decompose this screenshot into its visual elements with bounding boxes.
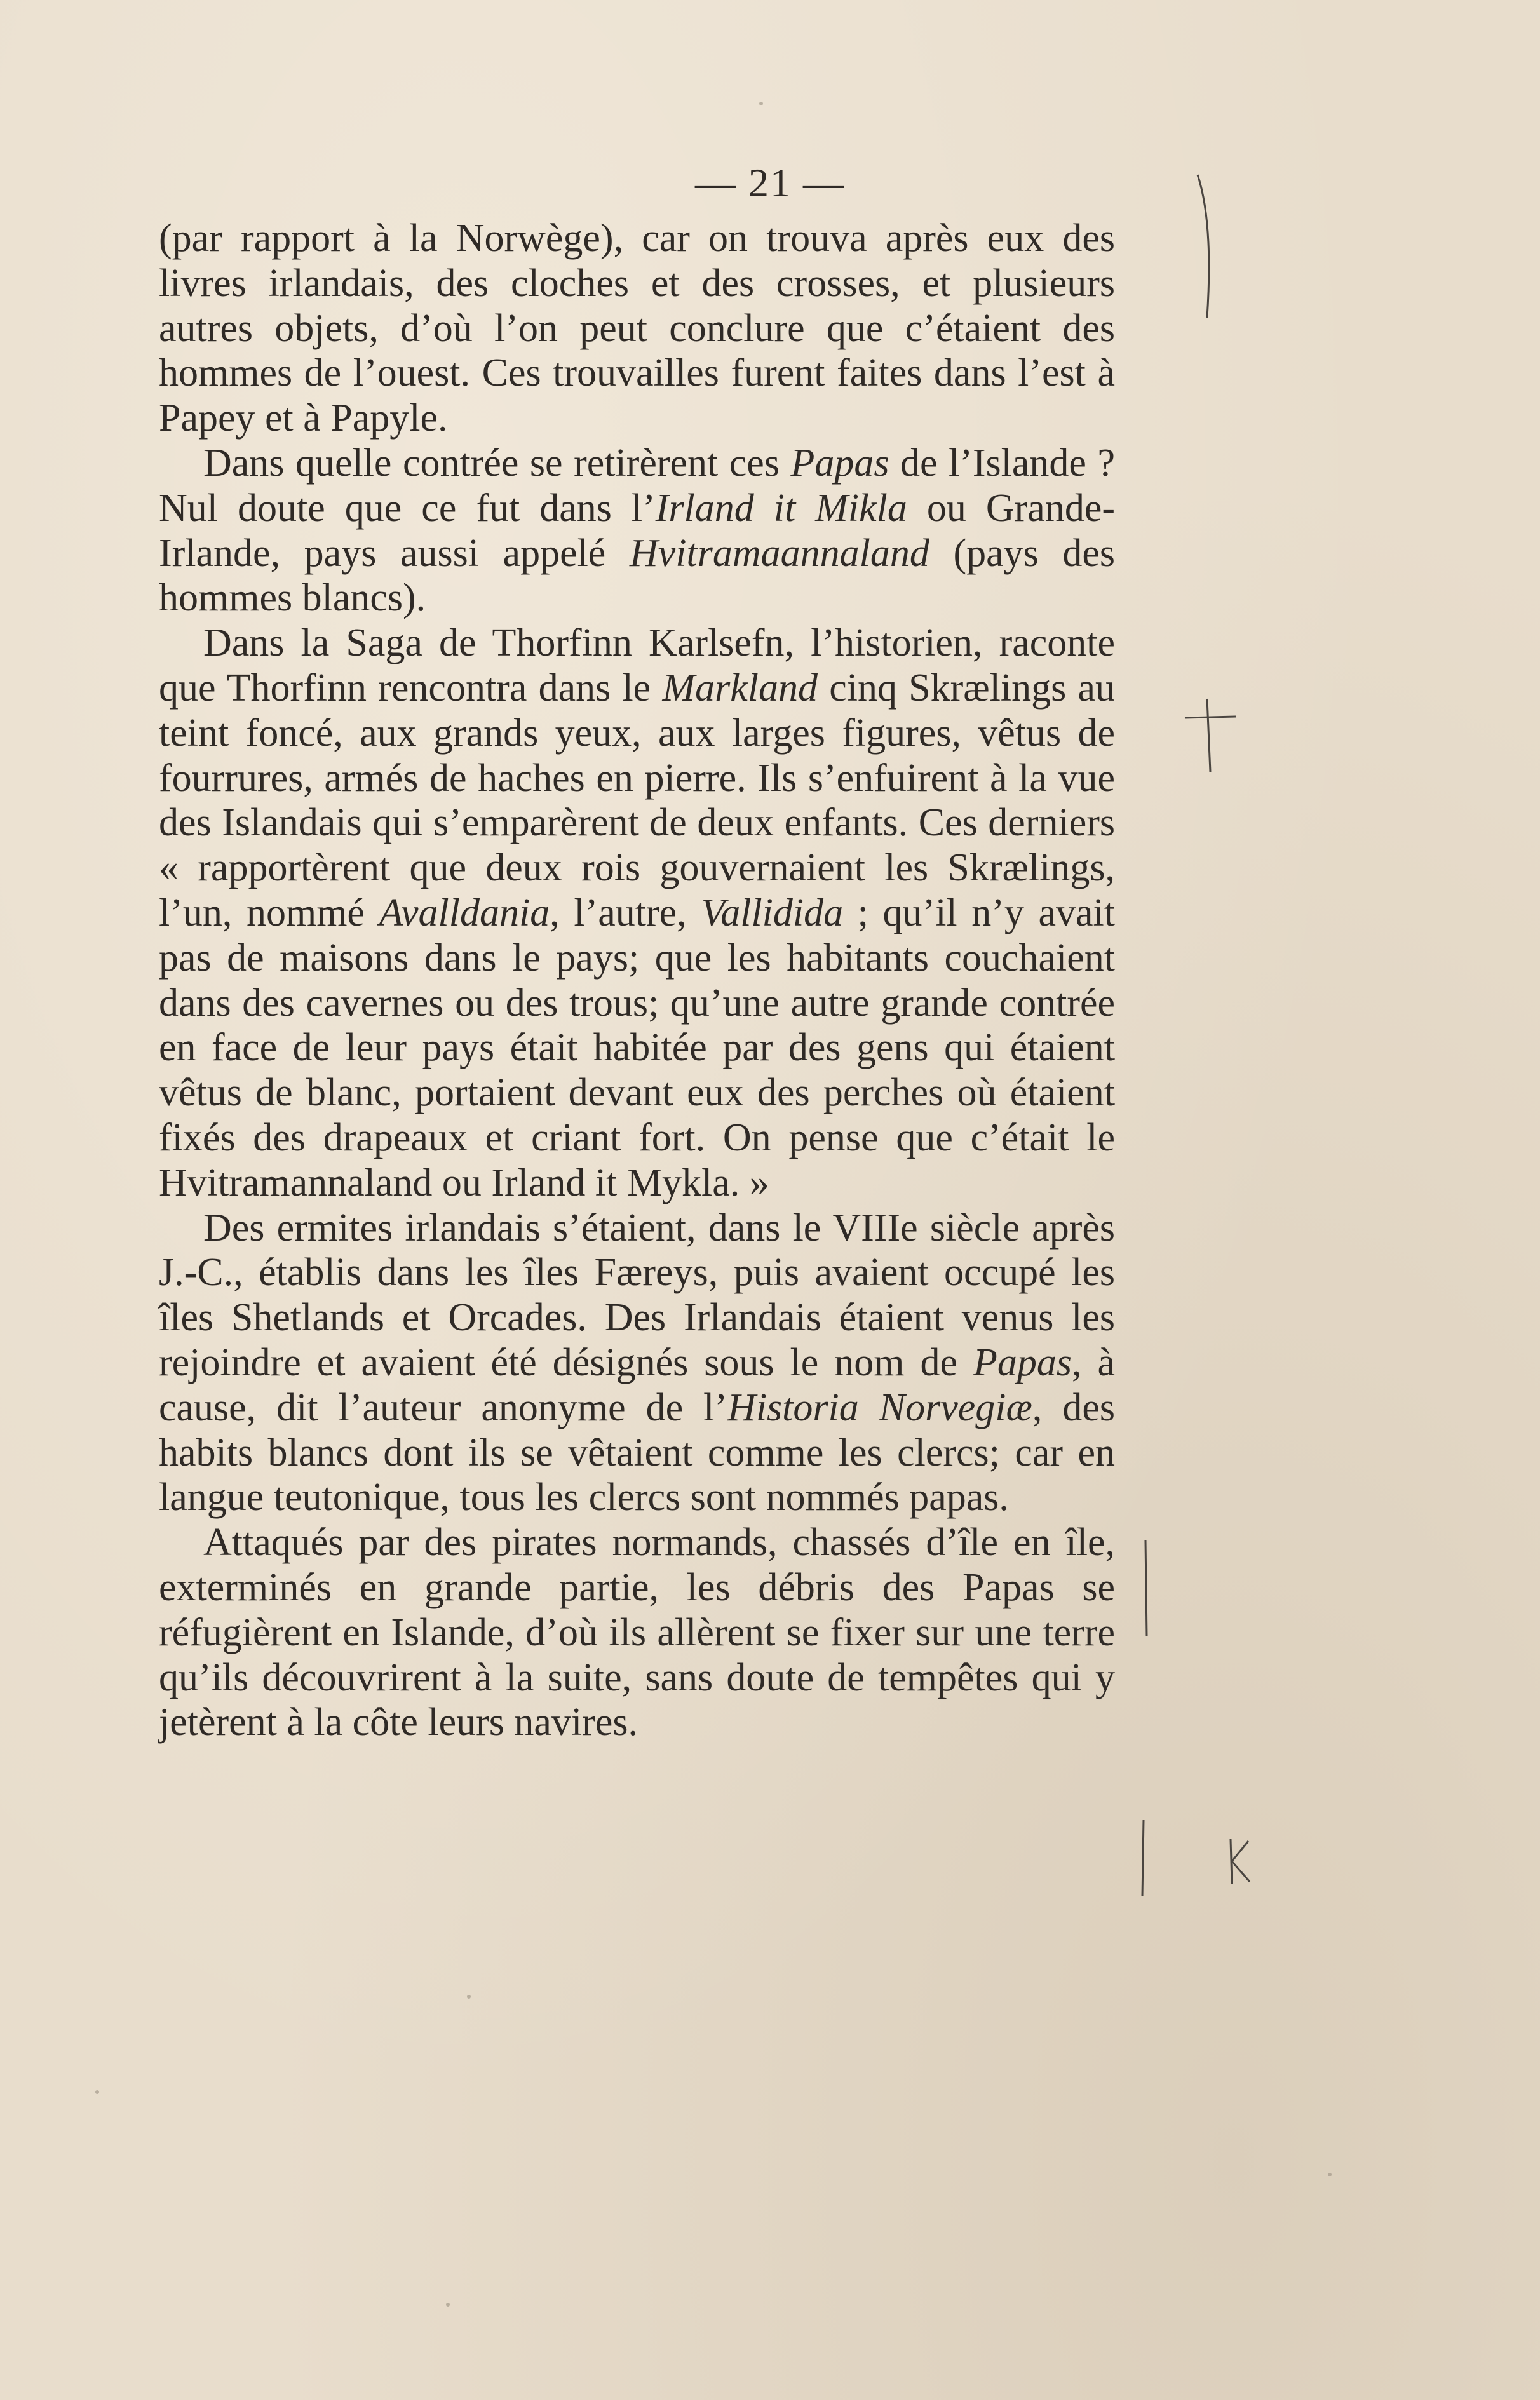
italic-term: Papas <box>790 441 889 485</box>
text-run: Attaqués par des pirates normands, chassés d’île en île, exterminés en grande partie, les débris des Papas se réfugièrent en Islande, d’où ils allèrent se fixer sur une terre qu’ils découvrirent à la suite, sans doute de tempêtes qui y jetèrent à la côte leurs navires. <box>159 1521 1115 1744</box>
text-run: (pays des hommes blancs). <box>159 531 1115 620</box>
italic-term: Historia Norvegiæ <box>727 1385 1032 1429</box>
italic-term: Hvitramaannaland <box>629 531 929 575</box>
page-number: — 21 — <box>695 160 845 205</box>
paper-speck <box>95 2090 99 2094</box>
body-text <box>159 216 1115 1745</box>
text-run: (par rapport à la Norwège), car on trouva après eux des livres irlandais, des cloches et des crosses, et plusieurs autres objets, d’où l’on peut conclure que c’étaient des hommes de l’ouest. Ces trouvailles furent faites dans l’est à Papey et à Papyle. <box>159 217 1115 440</box>
text-run: de l’Islande ? Nul doute que ce fut dans l’ <box>159 441 1115 530</box>
text-run: , l’autre, <box>550 891 701 934</box>
paper-speck <box>467 1995 471 1999</box>
text-run: , des habits blancs dont ils se vêtaient comme les clercs; car en langue teutonique, tous les clercs sont nommés papas. <box>159 1385 1115 1520</box>
italic-term: Irland it Mikla <box>655 486 907 530</box>
text-run: cinq Skrælings au teint foncé, aux grands yeux, aux larges figures, vêtus de fourrures, armés de haches en pierre. Ils s’enfuirent à la vue des Islandais qui s’emparèrent de deux enfants. Ces derniers « rapportèrent que deux rois gouvernaient les Skrælings, l’un, nommé <box>159 666 1115 934</box>
paragraph-3 <box>159 621 1115 1205</box>
text-run: ; qu’il n’y avait pas de maisons dans le pays; que les habitants couchaient dans des cavernes ou des trous; qu’une autre grande contrée en face de leur pays était habitée par des gens qui étaient vêtus de blanc, portaient devant eux des perches où étaient fixés des drapeaux et criant fort. On pense que c’était le Hvitramannaland ou Irland it Mykla. » <box>159 891 1116 1204</box>
text-run: Dans la Saga de Thorfinn Karlsefn, l’historien, raconte que Thorfinn rencontra dans le <box>159 621 1115 710</box>
paper-speck <box>1328 2173 1332 2176</box>
paragraph-1 <box>159 216 1115 441</box>
italic-term: Papas <box>973 1340 1072 1384</box>
italic-term: Markland <box>662 666 818 710</box>
text-run: Des ermites irlandais s’étaient, dans le VIIIe siècle après J.-C., établis dans les îles Færeys, puis avaient occupé les îles Shetlands et Orcades. Des Irlandais étaient venus les rejoindre et avaient été désignés sous le nom de <box>159 1206 1115 1384</box>
margin-bracket-top <box>1194 172 1220 324</box>
margin-line-middle <box>1140 1537 1153 1639</box>
text-run: Dans quelle contrée se retirèrent ces <box>203 441 791 485</box>
paper-speck <box>446 2303 450 2307</box>
italic-term: Avalldania <box>379 891 550 934</box>
text-run: ou Grande-Irlande, pays aussi appelé <box>159 486 1115 575</box>
paragraph-2 <box>159 441 1115 621</box>
text-run: , à cause, dit l’auteur anonyme de l’ <box>159 1340 1115 1429</box>
margin-cross-mark <box>1182 692 1239 775</box>
paragraph-4 <box>159 1206 1115 1521</box>
margin-line-bottom <box>1137 1817 1150 1899</box>
margin-k-mark <box>1223 1836 1255 1887</box>
italic-term: Vallidida <box>701 891 844 934</box>
paper-speck <box>759 102 763 105</box>
paragraph-5 <box>159 1520 1115 1745</box>
